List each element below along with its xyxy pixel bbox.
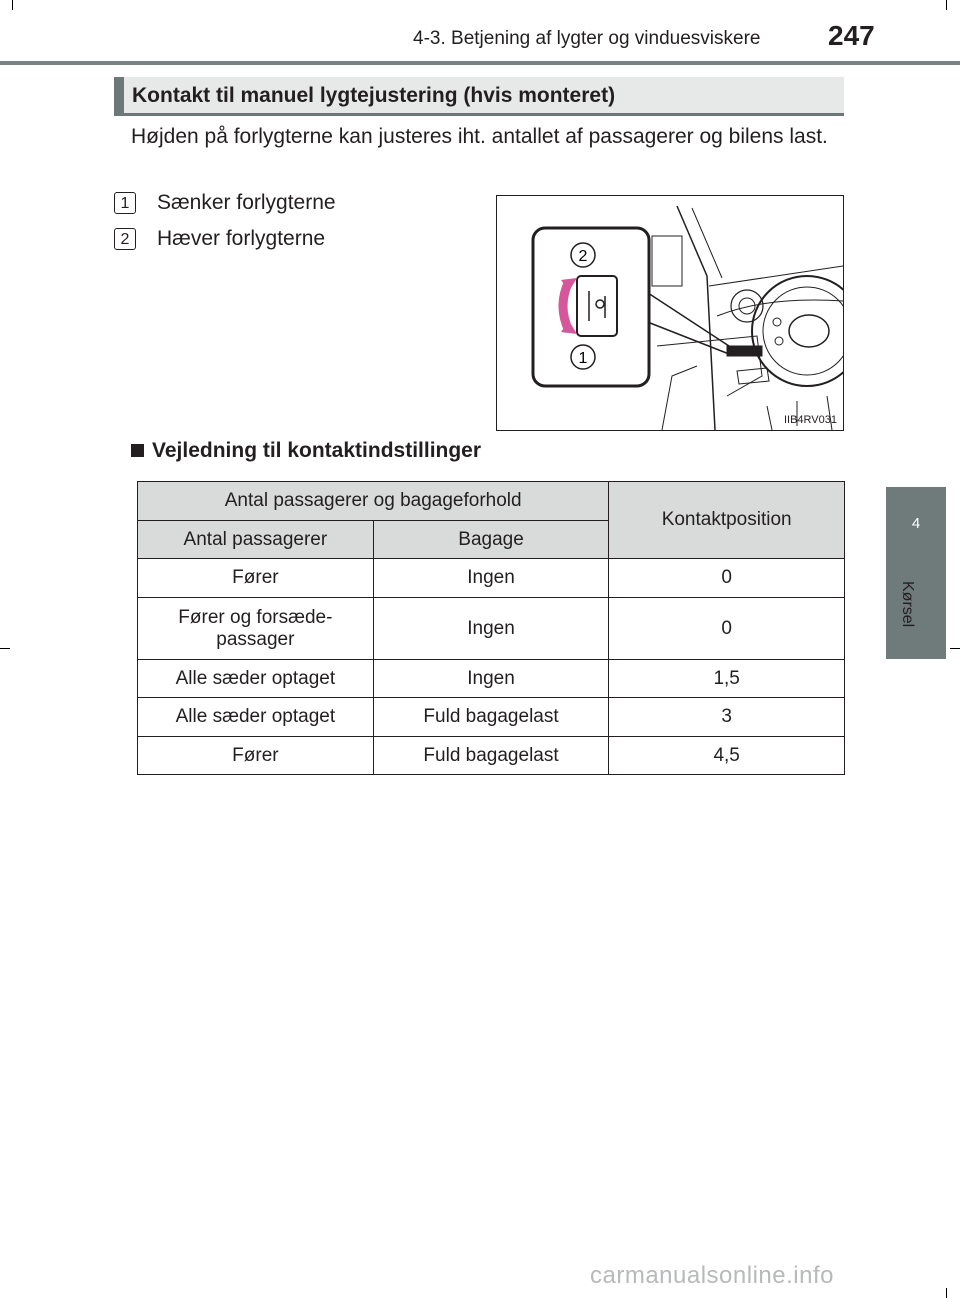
intro-paragraph: Højden på forlygterne kan justeres iht. antallet af passagerer og bilens last. <box>131 125 828 148</box>
header-group-cell: Antal passagerer og bagageforhold <box>138 482 609 521</box>
chapter-number: 4 <box>911 515 921 532</box>
luggage-cell: Fuld bagagelast <box>373 737 609 775</box>
position-cell: 4,5 <box>609 737 845 775</box>
callout-2: 2 <box>578 248 588 265</box>
item-label: Hæver forlygterne <box>157 227 326 250</box>
settings-table <box>137 481 845 775</box>
passengers-cell: Fører <box>138 737 374 775</box>
section-title: Kontakt til manuel lygtejustering (hvis monteret) <box>132 84 616 107</box>
passengers-cell: Alle sæder optaget <box>138 698 374 737</box>
header-position-cell: Kontaktposition <box>609 482 845 559</box>
running-header: 4-3. Betjening af lygter og vinduesviskere <box>413 28 761 49</box>
crop-mark <box>946 1288 947 1298</box>
page-number: 247 <box>828 20 875 51</box>
crop-mark <box>950 648 960 649</box>
watermark-link[interactable]: carmanualsonline.info <box>590 1262 834 1289</box>
passengers-cell: Fører <box>138 559 374 598</box>
header-passengers-cell: Antal passagerer <box>138 521 374 559</box>
luggage-cell: Ingen <box>373 559 609 598</box>
position-cell: 0 <box>609 598 845 660</box>
table-row <box>138 737 845 775</box>
callout-badge: 2 <box>114 228 136 250</box>
table-row <box>138 698 845 737</box>
table-row <box>138 559 845 598</box>
table-row <box>138 598 845 660</box>
crop-mark <box>946 0 947 10</box>
dashboard-illustration <box>496 195 844 431</box>
section-title-bar <box>114 77 844 116</box>
luggage-cell: Ingen <box>373 598 609 660</box>
header-luggage-cell: Bagage <box>373 521 609 559</box>
position-cell: 0 <box>609 559 845 598</box>
position-cell: 3 <box>609 698 845 737</box>
position-cell: 1,5 <box>609 660 845 698</box>
headlight-switch-illustration <box>497 196 843 430</box>
table-row <box>138 660 845 698</box>
subheading-text: Vejledning til kontaktindstillinger <box>152 439 482 462</box>
title-accent <box>114 77 124 113</box>
crop-mark <box>0 648 10 649</box>
chapter-tab[interactable] <box>886 487 946 659</box>
subheading <box>131 439 481 463</box>
passengers-cell: Fører og forsæde-passager <box>138 598 374 660</box>
crop-mark <box>12 0 13 10</box>
callout-1: 1 <box>578 350 588 367</box>
luggage-cell: Fuld bagagelast <box>373 698 609 737</box>
chapter-label: Kørsel <box>899 581 916 628</box>
bullet-square-icon <box>131 444 144 457</box>
callout-badge: 1 <box>114 192 136 214</box>
luggage-cell: Ingen <box>373 660 609 698</box>
item-label: Sænker forlygterne <box>157 191 336 214</box>
figure-code: IIB4RV031 <box>783 414 837 426</box>
header-rule <box>0 61 960 65</box>
passengers-cell: Alle sæder optaget <box>138 660 374 698</box>
